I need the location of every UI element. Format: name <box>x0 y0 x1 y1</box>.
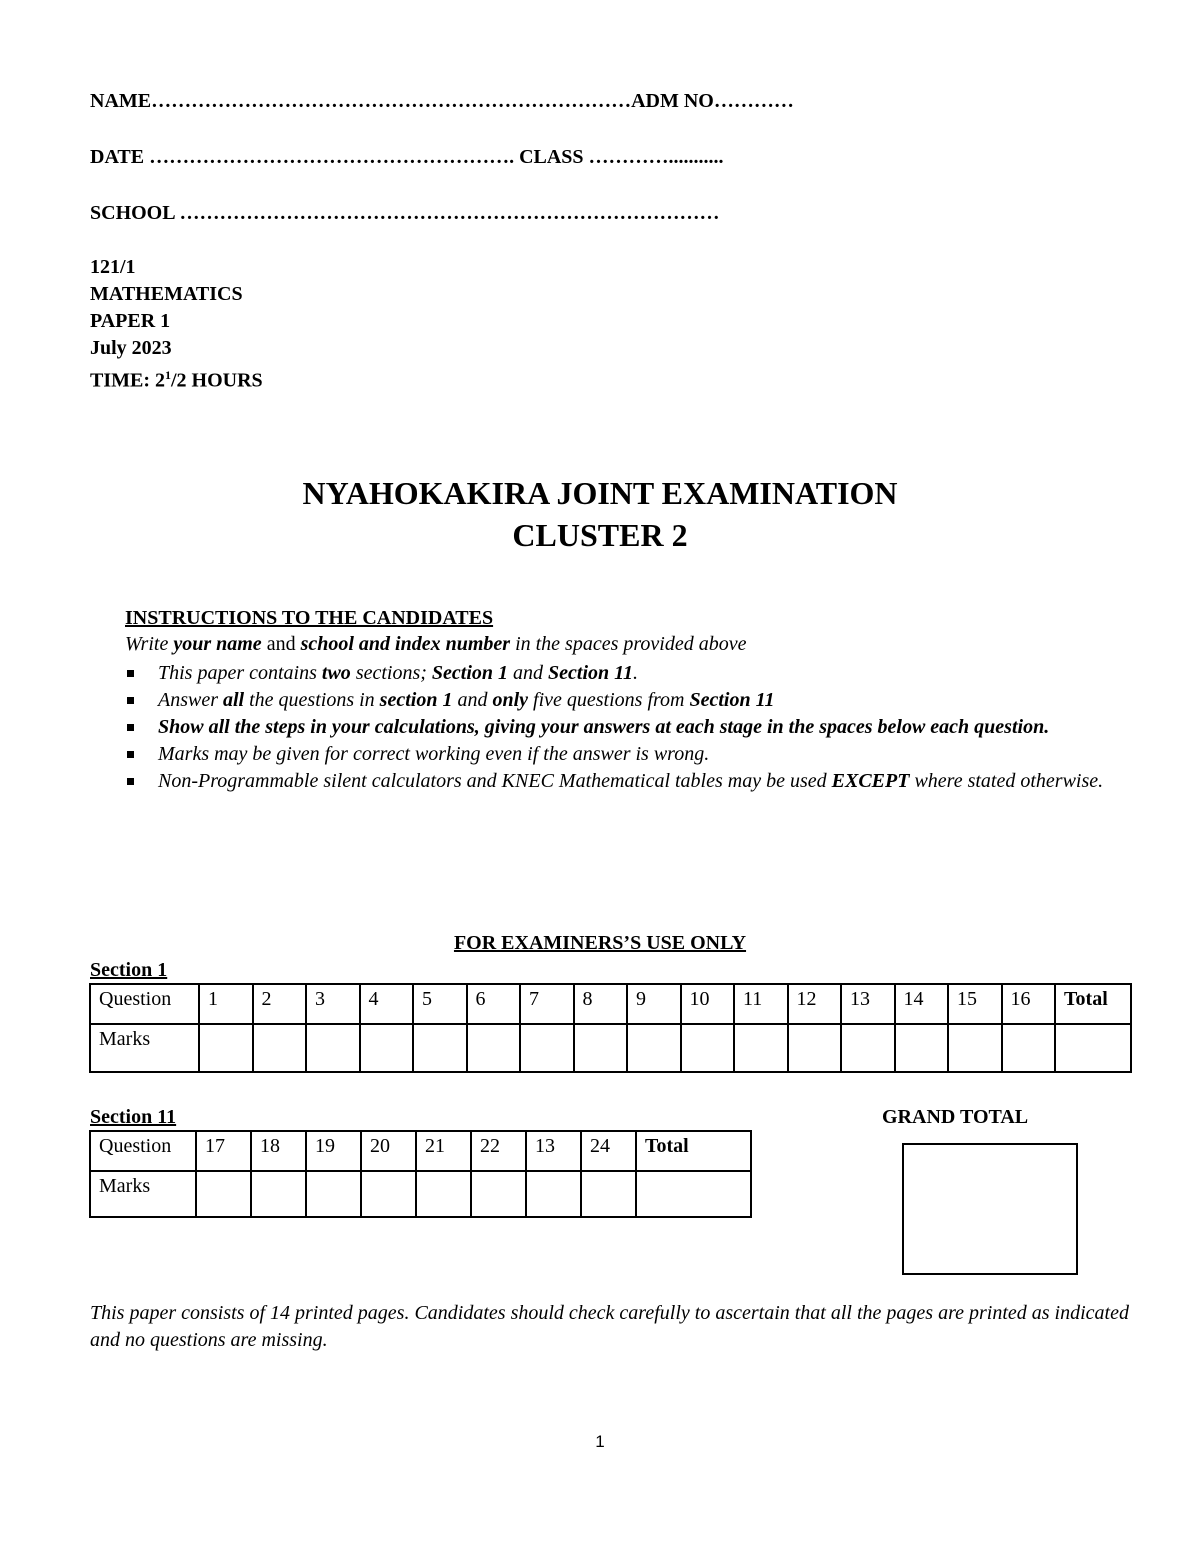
grand-total-box[interactable] <box>902 1143 1078 1275</box>
instruction-item <box>125 714 1125 741</box>
total-marks-cell[interactable] <box>636 1171 751 1217</box>
b1-e: and <box>508 662 549 684</box>
b2-f: only <box>492 689 529 711</box>
question-row <box>90 1131 751 1171</box>
instruction-item <box>125 660 1125 687</box>
marks-entry-cell[interactable] <box>627 1024 681 1072</box>
instruction-item <box>125 768 1125 795</box>
question-number-cell: 13 <box>526 1131 581 1171</box>
marks-entry-cell[interactable] <box>361 1171 416 1217</box>
marks-entry-cell[interactable] <box>416 1171 471 1217</box>
question-number-cell: 13 <box>841 984 895 1024</box>
question-number-cell: 22 <box>471 1131 526 1171</box>
b2-c: the questions in <box>244 689 380 711</box>
time-sup: 1 <box>165 368 171 382</box>
time-prefix: TIME: 2 <box>90 369 165 392</box>
question-number-cell: 18 <box>251 1131 306 1171</box>
b1-f: Section 11 <box>548 662 634 684</box>
question-number-cell: 4 <box>360 984 414 1024</box>
exam-time <box>90 362 263 392</box>
bullet-icon <box>127 778 134 785</box>
marks-entry-cell[interactable] <box>471 1171 526 1217</box>
question-number-cell: 21 <box>416 1131 471 1171</box>
intro-d: school and index number <box>300 633 511 655</box>
marks-entry-cell[interactable] <box>574 1024 628 1072</box>
b2-h: Section 11 <box>689 689 775 711</box>
bullet-icon <box>127 724 134 731</box>
question-number-cell: 20 <box>361 1131 416 1171</box>
subject-name: MATHEMATICS <box>90 283 243 305</box>
question-label-cell: Question <box>90 1131 196 1171</box>
intro-c: and <box>261 633 301 655</box>
b2-d: section 1 <box>379 689 453 711</box>
b1-g: . <box>633 662 639 684</box>
examiner-heading-text: FOR EXAMINERS’S USE ONLY <box>453 932 747 954</box>
b1-c: sections; <box>350 662 432 684</box>
instructions-list <box>125 660 1125 795</box>
date-class-line: DATE ………………………………………………. CLASS …………........... <box>90 146 724 168</box>
examiner-heading <box>0 932 1200 955</box>
marks-entry-cell[interactable] <box>253 1024 307 1072</box>
question-number-cell: 16 <box>1002 984 1056 1024</box>
instruction-item <box>125 687 1125 714</box>
question-label-cell: Question <box>90 984 199 1024</box>
exam-subtitle: CLUSTER 2 <box>512 517 688 553</box>
question-row <box>90 984 1131 1024</box>
marks-entry-cell[interactable] <box>413 1024 467 1072</box>
instructions-intro <box>125 633 746 656</box>
b2-g: five questions from <box>528 689 690 711</box>
section2-marks-table <box>89 1130 752 1218</box>
question-number-cell: 10 <box>681 984 735 1024</box>
page-number: 1 <box>595 1432 605 1451</box>
question-number-cell: 5 <box>413 984 467 1024</box>
marks-entry-cell[interactable] <box>306 1171 361 1217</box>
question-number-cell: 19 <box>306 1131 361 1171</box>
b1-a: This paper contains <box>158 662 322 684</box>
b5-a: Non-Programmable silent calculators and KNEC Mathematical tables may be used <box>158 770 832 792</box>
question-number-cell: 9 <box>627 984 681 1024</box>
question-number-cell: 1 <box>199 984 253 1024</box>
total-header-cell: Total <box>1055 984 1131 1024</box>
marks-row <box>90 1171 751 1217</box>
intro-b: your name <box>173 633 262 655</box>
section2-label: Section 11 <box>90 1106 177 1128</box>
time-suffix: /2 HOURS <box>171 369 263 392</box>
question-number-cell: 7 <box>520 984 574 1024</box>
b3: Show all the steps in your calculations, giving your answers at each stage in the spaces below each question. <box>158 716 1050 738</box>
marks-entry-cell[interactable] <box>681 1024 735 1072</box>
marks-entry-cell[interactable] <box>251 1171 306 1217</box>
paper-meta <box>90 254 263 392</box>
marks-entry-cell[interactable] <box>520 1024 574 1072</box>
marks-entry-cell[interactable] <box>1002 1024 1056 1072</box>
grand-total-label: GRAND TOTAL <box>882 1106 1029 1128</box>
instructions-heading: INSTRUCTIONS TO THE CANDIDATES <box>125 607 494 629</box>
b4: Marks may be given for correct working even if the answer is wrong. <box>158 743 710 765</box>
question-number-cell: 8 <box>574 984 628 1024</box>
marks-entry-cell[interactable] <box>196 1171 251 1217</box>
question-number-cell: 12 <box>788 984 842 1024</box>
section1-label: Section 1 <box>90 959 168 981</box>
question-number-cell: 3 <box>306 984 360 1024</box>
section1-marks-table <box>89 983 1132 1073</box>
b1-b: two <box>321 662 351 684</box>
exam-date: July 2023 <box>90 337 172 359</box>
question-number-cell: 15 <box>948 984 1002 1024</box>
bullet-icon <box>127 697 134 704</box>
marks-entry-cell[interactable] <box>199 1024 253 1072</box>
instruction-item <box>125 741 1125 768</box>
marks-entry-cell[interactable] <box>526 1171 581 1217</box>
b5-c: where stated otherwise. <box>909 770 1104 792</box>
exam-title: NYAHOKAKIRA JOINT EXAMINATION <box>302 475 898 511</box>
bullet-icon <box>127 670 134 677</box>
marks-entry-cell[interactable] <box>581 1171 636 1217</box>
marks-entry-cell[interactable] <box>788 1024 842 1072</box>
name-adm-line: NAME………………………………………………………………ADM NO………… <box>90 90 794 112</box>
school-line: SCHOOL ……………………………………………………………………… <box>90 202 720 224</box>
marks-entry-cell[interactable] <box>467 1024 521 1072</box>
b1-d: Section 1 <box>431 662 509 684</box>
intro-e: in the spaces provided above <box>510 633 747 655</box>
total-header-cell: Total <box>636 1131 751 1171</box>
b2-a: Answer <box>158 689 223 711</box>
paper-number: PAPER 1 <box>90 310 171 332</box>
question-number-cell: 2 <box>253 984 307 1024</box>
b2-e: and <box>452 689 493 711</box>
marks-entry-cell[interactable] <box>734 1024 788 1072</box>
page-count-note: This paper consists of 14 printed pages. Candidates should check carefully to ascertain that all the pages are printed as indicated and no questions are missing. <box>90 1302 1129 1351</box>
question-number-cell: 24 <box>581 1131 636 1171</box>
b2-b: all <box>223 689 245 711</box>
marks-entry-cell[interactable] <box>306 1024 360 1072</box>
total-marks-cell[interactable] <box>1055 1024 1131 1072</box>
marks-entry-cell[interactable] <box>948 1024 1002 1072</box>
b5-b: EXCEPT <box>831 770 910 792</box>
paper-code: 121/1 <box>90 256 136 278</box>
question-number-cell: 11 <box>734 984 788 1024</box>
question-number-cell: 14 <box>895 984 949 1024</box>
intro-a: Write <box>125 633 174 655</box>
marks-row <box>90 1024 1131 1072</box>
bullet-icon <box>127 751 134 758</box>
marks-label-cell: Marks <box>90 1024 199 1072</box>
marks-entry-cell[interactable] <box>841 1024 895 1072</box>
marks-entry-cell[interactable] <box>360 1024 414 1072</box>
question-number-cell: 6 <box>467 984 521 1024</box>
marks-entry-cell[interactable] <box>895 1024 949 1072</box>
marks-label-cell: Marks <box>90 1171 196 1217</box>
question-number-cell: 17 <box>196 1131 251 1171</box>
